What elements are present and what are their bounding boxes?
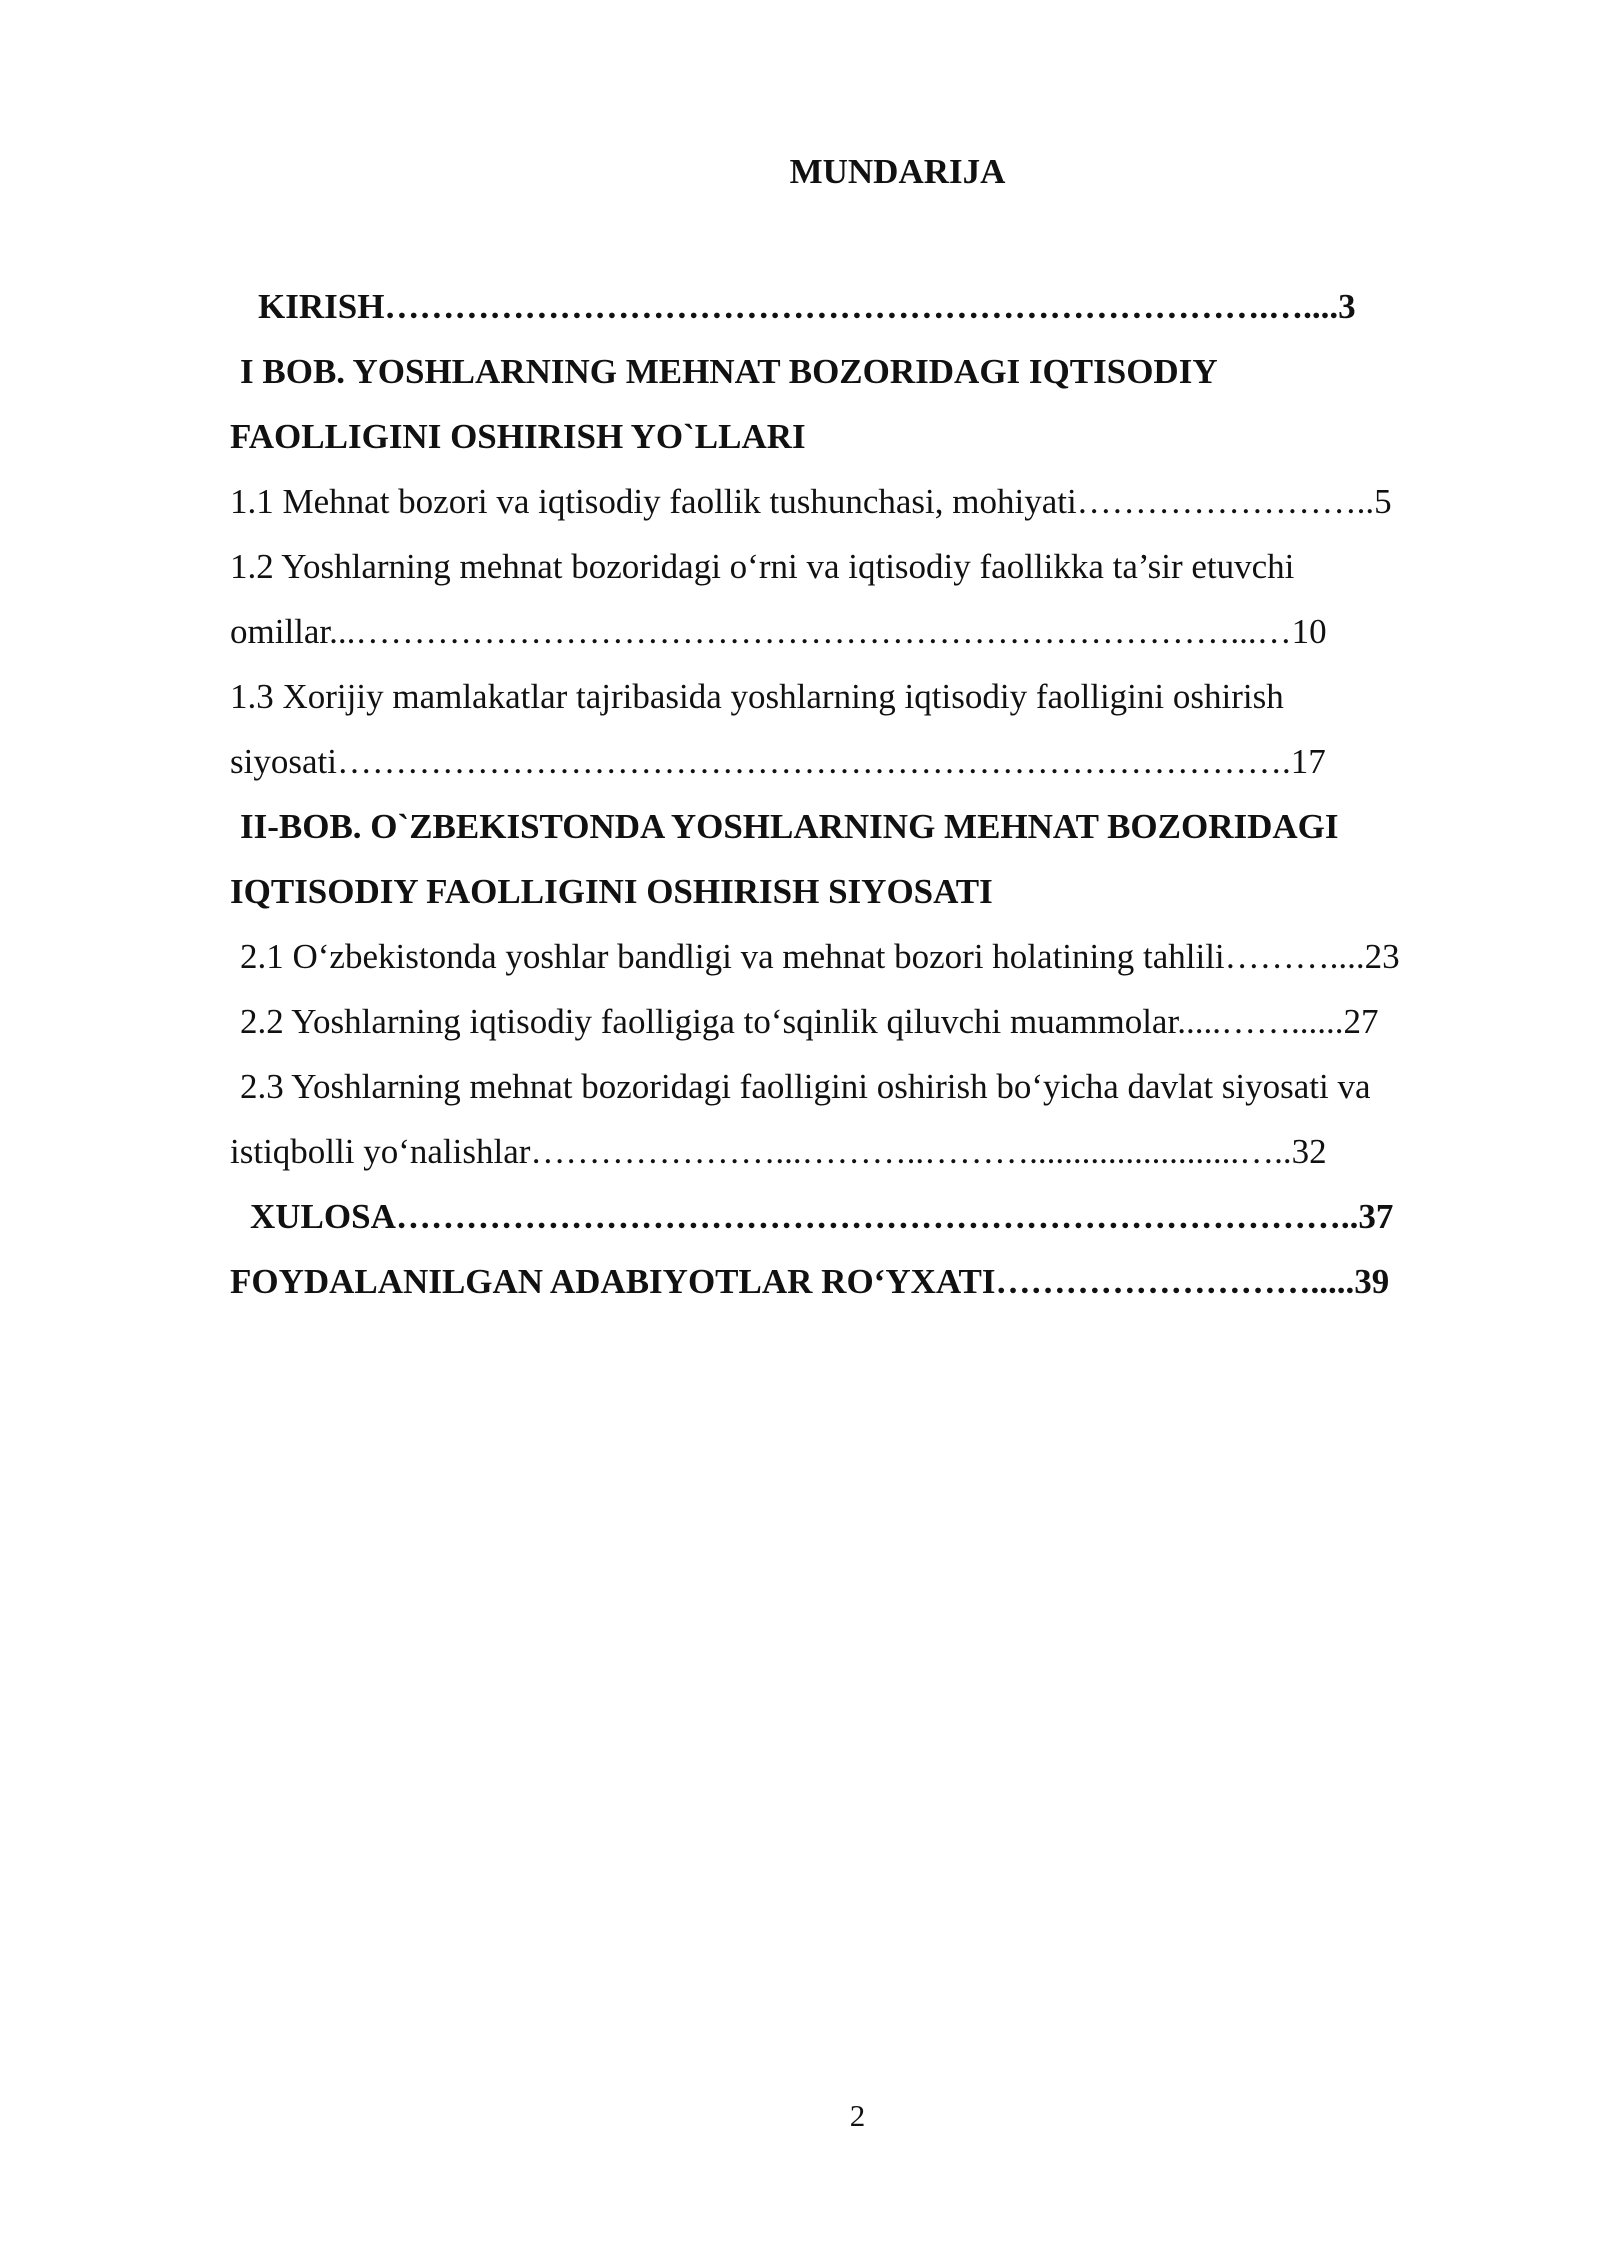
- toc-section-1-2-line1[interactable]: 1.2 Yoshlarning mehnat bozoridagi o‘rni va iqtisodiy faollikka ta’sir etuvchi: [230, 547, 1295, 586]
- page-number: 2: [849, 2098, 866, 2133]
- page-title: MUNDARIJA: [789, 152, 1006, 191]
- toc-section-2-1[interactable]: 2.1 O‘zbekistonda yoshlar bandligi va mehnat bozori holatining tahlili………....23: [240, 937, 1400, 976]
- toc-section-2-2[interactable]: 2.2 Yoshlarning iqtisodiy faolligiga to‘sqinlik qiluvchi muammolar.....……......27: [240, 1002, 1379, 1041]
- toc-section-1-3-line1[interactable]: 1.3 Xorijiy mamlakatlar tajribasida yoshlarning iqtisodiy faolligini oshirish: [230, 677, 1284, 716]
- toc-section-1-3-line2[interactable]: siyosati……………………………………………………………………….17: [230, 742, 1326, 781]
- toc-chapter-1-line1[interactable]: I BOB. YOSHLARNING MEHNAT BOZORIDAGI IQTISODIY: [240, 352, 1218, 391]
- toc-entry-kirish[interactable]: KIRISH………………………………………………………………….…....3: [258, 287, 1356, 326]
- toc-section-2-3-line2[interactable]: istiqbolli yo‘nalishlar…………………...………..………........................…..32: [230, 1132, 1327, 1171]
- toc-section-2-3-line1[interactable]: 2.3 Yoshlarning mehnat bozoridagi faolligini oshirish bo‘yicha davlat siyosati va: [240, 1067, 1371, 1106]
- toc-section-1-2-line2[interactable]: omillar...…………………………………………………………………...…10: [230, 612, 1327, 651]
- toc-section-1-1[interactable]: 1.1 Mehnat bozori va iqtisodiy faollik tushunchasi, mohiyati……………………..5: [230, 482, 1392, 521]
- toc-entry-references[interactable]: FOYDALANILGAN ADABIYOTLAR RO‘YXATI……………………….....39: [230, 1262, 1390, 1301]
- toc-chapter-1-line2[interactable]: FAOLLIGINI OSHIRISH YO`LLARI: [230, 417, 806, 456]
- toc-entry-xulosa[interactable]: XULOSA………………………………………………………………………..37: [250, 1197, 1394, 1236]
- toc-chapter-2-line1[interactable]: II-BOB. O`ZBEKISTONDA YOSHLARNING MEHNAT BOZORIDAGI: [240, 807, 1339, 846]
- toc-chapter-2-line2[interactable]: IQTISODIY FAOLLIGINI OSHIRISH SIYOSATI: [230, 872, 993, 911]
